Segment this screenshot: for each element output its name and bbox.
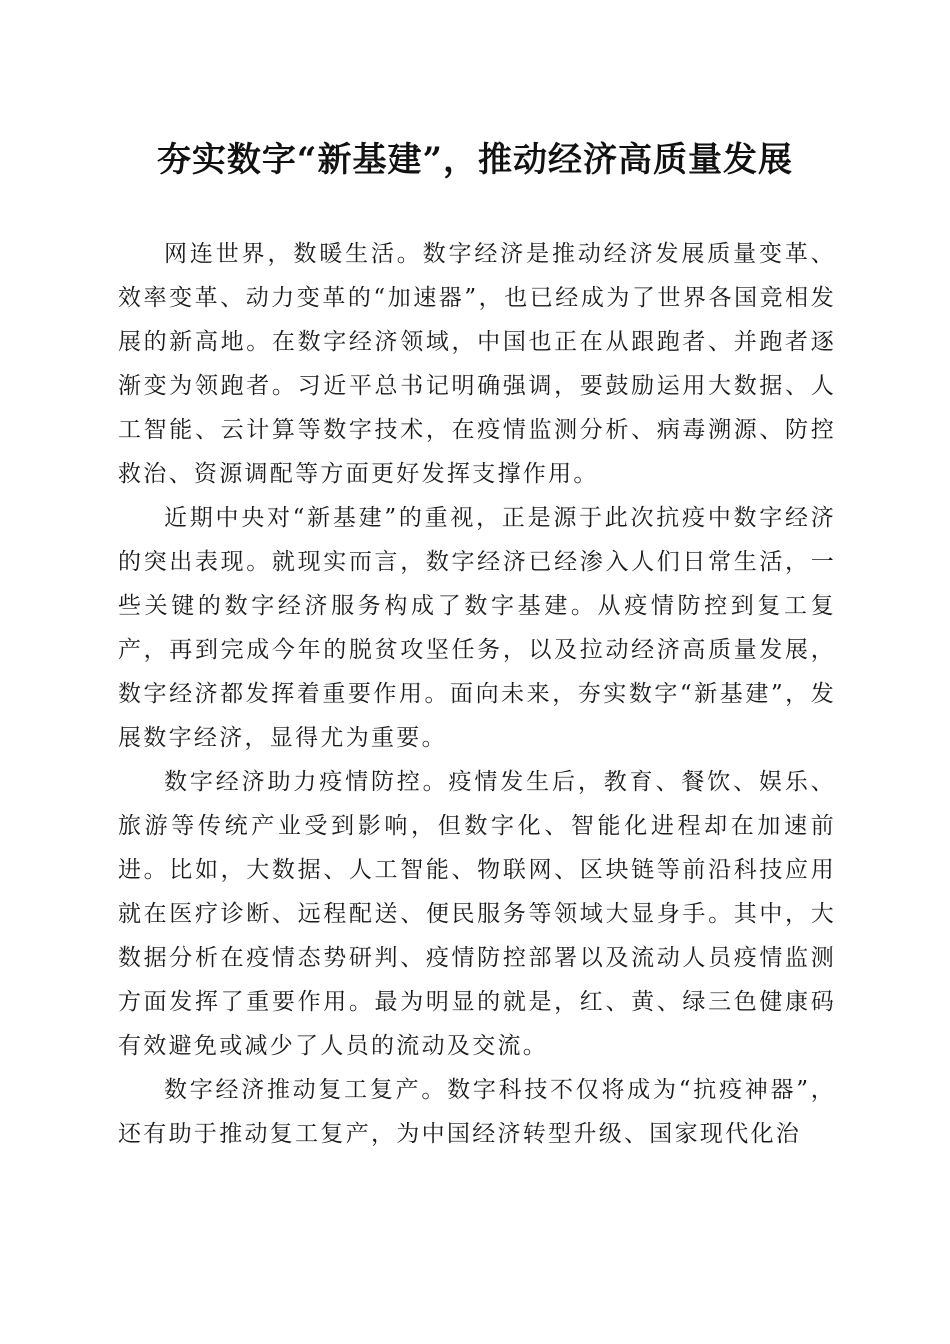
paragraph-4: 数字经济推动复工复产。数字科技不仅将成为“抗疫神器”，还有助于推动复工复产，为中国经济转型升级、国家现代化治 [118,1077,836,1147]
document-title: 夯实数字“新基建”，推动经济高质量发展 [156,140,794,180]
paragraph-2: 近期中央对“新基建”的重视，正是源于此次抗疫中数字经济的突出表现。就现实而言，数字经济已经渗入人们日常生活，一些关键的数字经济服务构成了数字基建。从疫情防控到复工复产，再到完成今年的脱贫攻坚任务，以及拉动经济高质量发展，数字经济都发挥着重要作用。面向未来，夯实数字“新基建”，发展数字经济，显得尤为重要。 [118,505,836,751]
document-body [118,232,836,1156]
paragraph-1: 网连世界，数暖生活。数字经济是推动经济发展质量变革、效率变革、动力变革的“加速器”，也已经成为了世界各国竞相发展的新高地。在数字经济领域，中国也正在从跟跑者、并跑者逐渐变为领跑者。习近平总书记明确强调，要鼓励运用大数据、人工智能、云计算等数字技术，在疫情监测分析、病毒溯源、防控救治、资源调配等方面更好发挥支撑作用。 [118,241,836,487]
paragraph-3: 数字经济助力疫情防控。疫情发生后，教育、餐饮、娱乐、旅游等传统产业受到影响，但数字化、智能化进程却在加速前进。比如，大数据、人工智能、物联网、区块链等前沿科技应用就在医疗诊断、远程配送、便民服务等领域大显身手。其中，大数据分析在疫情态势研判、疫情防控部署以及流动人员疫情监测方面发挥了重要作用。最为明显的就是，红、黄、绿三色健康码有效避免或减少了人员的流动及交流。 [118,769,836,1059]
